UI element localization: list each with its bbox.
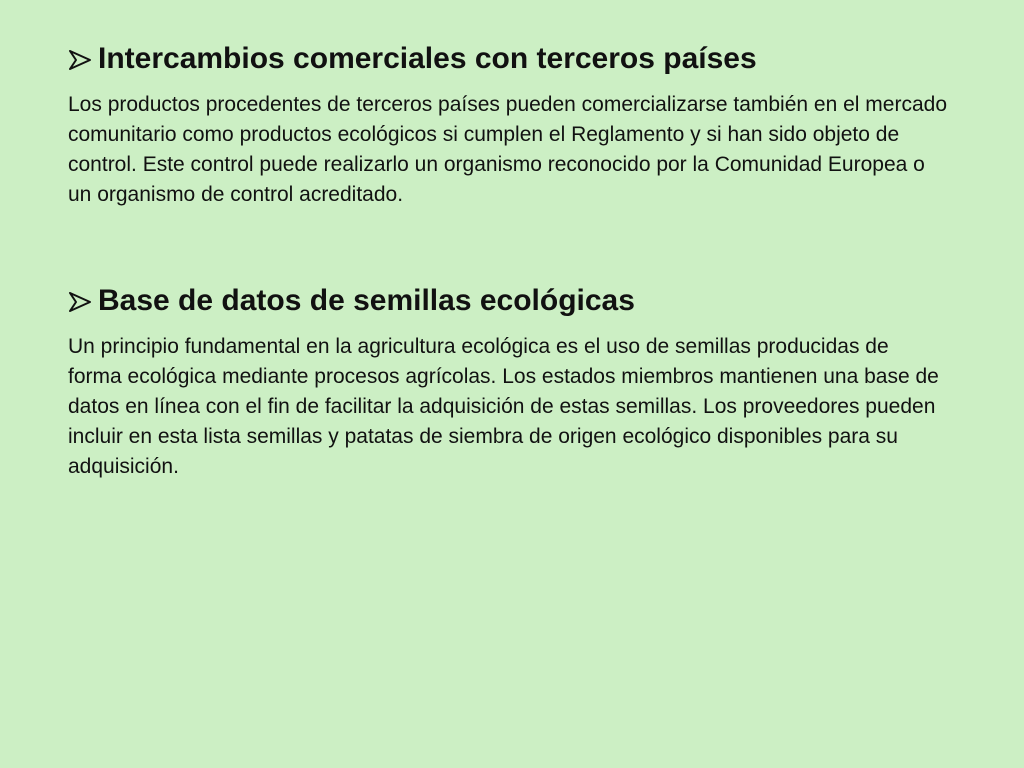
section-organic-seeds-database [68, 282, 968, 482]
section-heading [68, 282, 968, 320]
arrowhead-bullet-icon [68, 292, 92, 312]
section-body-text: Los productos procedentes de terceros países pueden comercializarse también en el mercado comunitario como productos ecológicos si cumplen el Reglamento y si han sido objeto de control. Este control puede realizarlo un organismo reconocido por la Comunidad Europea o un organismo de control acreditado. [68, 93, 947, 206]
arrowhead-bullet-icon [68, 50, 92, 70]
section-body-text: Un principio fundamental en la agricultura ecológica es el uso de semillas producidas de forma ecológica mediante procesos agrícolas. Los estados miembros mantienen una base de datos en línea con el fin de facilitar la adquisición de estas semillas. Los proveedores pueden incluir en esta lista semillas y patatas de siembra de origen ecológico disponibles para su adquisición. [68, 335, 939, 478]
section-heading [68, 40, 968, 78]
section-trade-third-countries [68, 40, 968, 210]
section-heading-text: Intercambios comerciales con terceros países [98, 42, 757, 75]
section-heading-text: Base de datos de semillas ecológicas [98, 284, 635, 317]
